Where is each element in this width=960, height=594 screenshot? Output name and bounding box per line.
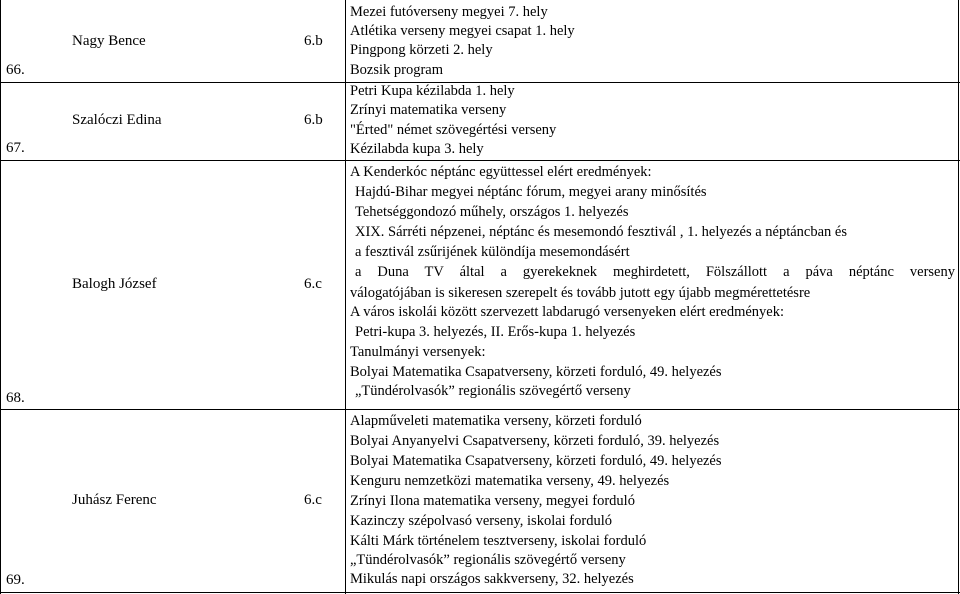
result-line: Kézilabda kupa 3. hely <box>350 141 484 157</box>
result-line: Bolyai Anyanyelvi Csapatverseny, körzeti forduló, 39. helyezés <box>350 433 720 449</box>
result-line: Tehetséggondozó műhely, országos 1. helyezés <box>355 204 629 220</box>
row-divider <box>0 160 960 161</box>
result-line: Bolyai Matematika Csapatverseny, körzeti forduló, 49. helyezés <box>350 364 722 380</box>
row-number: 66. <box>6 62 25 78</box>
result-line: Kálti Márk történelem tesztverseny, iskolai forduló <box>350 533 647 549</box>
result-line: Bolyai Matematika Csapatverseny, körzeti forduló, 49. helyezés <box>350 453 722 469</box>
row-divider <box>0 592 960 593</box>
row-number: 68. <box>6 390 25 406</box>
row-divider <box>0 409 960 410</box>
result-line: Petri Kupa kézilabda 1. hely <box>350 83 515 99</box>
student-name: Balogh József <box>72 276 157 292</box>
student-name: Nagy Bence <box>72 33 146 49</box>
result-line: Atlétika verseny megyei csapat 1. hely <box>350 23 575 39</box>
result-line: Mezei futóverseny megyei 7. hely <box>350 4 548 20</box>
result-line: Tanulmányi versenyek: <box>350 344 486 360</box>
result-line: a fesztivál zsűrijének különdíja mesemondásért <box>355 244 630 260</box>
row-number: 69. <box>6 572 25 588</box>
result-line: Hajdú-Bihar megyei néptánc fórum, megyei arany minősítés <box>355 184 707 200</box>
student-name: Szalóczi Edina <box>72 112 162 128</box>
result-line: "Érted" német szövegértési verseny <box>350 122 557 138</box>
result-line: Mikulás napi országos sakkverseny, 32. helyezés <box>350 571 634 587</box>
result-line: „Tündérolvasók” regionális szövegértő verseny <box>350 552 626 568</box>
result-line: a Duna TV által a gyerekeknek meghirdetett, Fölszállott a páva néptánc verseny <box>355 264 955 280</box>
result-line: Zrínyi Ilona matematika verseny, megyei forduló <box>350 493 635 509</box>
column-divider <box>345 0 346 594</box>
table-border-left <box>0 0 1 594</box>
row-number: 67. <box>6 140 25 156</box>
student-name: Juhász Ferenc <box>72 492 157 508</box>
result-line: Kazinczy szépolvasó verseny, iskolai forduló <box>350 513 612 529</box>
result-line: XIX. Sárréti népzenei, néptánc és mesemondó fesztivál , 1. helyezés a néptáncban és <box>355 224 847 240</box>
result-line: Kenguru nemzetközi matematika verseny, 49. helyezés <box>350 473 670 489</box>
class-label: 6.c <box>304 276 322 292</box>
result-line: A Kenderkóc néptánc együttessel elért eredmények: <box>350 164 652 180</box>
result-line: Alapműveleti matematika verseny, körzeti forduló <box>350 413 642 429</box>
class-label: 6.b <box>304 112 323 128</box>
result-line: Petri-kupa 3. helyezés, II. Erős-kupa 1. helyezés <box>355 324 636 340</box>
result-line: Bozsik program <box>350 62 444 78</box>
result-line: „Tündérolvasók” regionális szövegértő verseny <box>355 383 631 399</box>
result-line: Pingpong körzeti 2. hely <box>350 42 493 58</box>
class-label: 6.c <box>304 492 322 508</box>
result-line: Zrínyi matematika verseny <box>350 102 507 118</box>
class-label: 6.b <box>304 33 323 49</box>
result-line: válogatójában is sikeresen szerepelt és tovább jutott egy újabb megmérettetésre <box>350 285 811 301</box>
result-line: A város iskolái között szervezett labdarugó versenyeken elért eredmények: <box>350 304 785 320</box>
table-border-right <box>958 0 959 594</box>
